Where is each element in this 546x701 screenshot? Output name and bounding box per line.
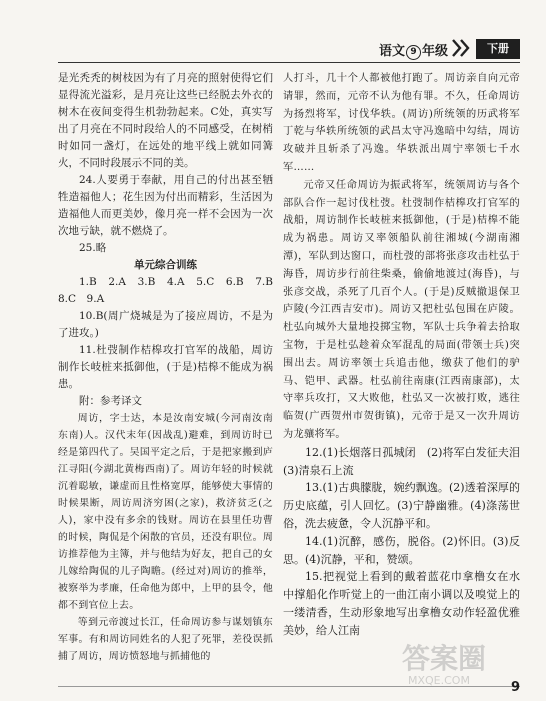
paragraph: 周访，字士达，本是汝南安城(今河南汝南东南)人。汉代末年(因战乱)避难，到周访时已经是第四代了。吴国平定之后，于是把家搬到庐江寻阳(今湖北黄梅西南)了。周访年轻的时候就沉着聪敏，谦虚而且性格宽厚，能够使大事情的时候果断，周访周济穷困(之家)，救济贫乏(之人)，家中没有多余的钱财。周访在县里任功曹的时候，陶侃是个闲散的官员，还没有职位。周访推荐他为主簿，并与他结为好友，把自己的女儿嫁给陶侃的儿子陶瞻。(经过对)周访的推举，被察举为孝廉，任命他为郎中，上甲的县令，他都不到官位上去。	[58, 413, 273, 611]
header-subject	[379, 40, 448, 60]
svg-text:MXQE.COM: MXQE.COM	[408, 674, 470, 687]
paragraph: 11.杜弢制作桔槔攻打官军的战船，周访制作长岐桩来抵御他，(于是)桔槔不能成为祸患。	[58, 344, 273, 390]
right-column	[283, 70, 531, 640]
paragraph: 10.B(周广烧城是为了接应周访，不是为了进攻。)	[58, 310, 273, 339]
paragraph: 是光秃秃的树枝因为有了月亮的照射使得它们显得流光溢彩，是月亮让这些已经脱去外衣的树木在夜间变得生机勃勃起来。C处，真实写出了月亮在不同时段给人的不同感受，在树梢时如同一盏灯，在远处的地平线上就如同篝火，不同时段展示不同的美。	[58, 72, 273, 169]
paragraph: 24.人要勇于奉献，用自己的付出甚至牺牲造福他人；花生因为付出而精彩，生活因为造福他人而更美妙，像月亮一样不会因为一次次地亏缺，就不燃烧了。	[58, 174, 273, 237]
paragraph: 14.(1)沉醉，感伤，脱俗。(2)怀旧。(3)反思。(4)沉静，平和，赞颂。	[283, 534, 520, 566]
watermark-text: 答案圈	[402, 642, 487, 675]
paragraph: 附：参考译文	[79, 395, 142, 407]
left-column	[58, 70, 284, 665]
paragraph: 人打斗，几十个人都被他打跑了。周访亲自向元帝请罪，然而，元帝不认为他有罪。不久，任命周访为扬烈将军，讨伐华轶。(周访)所统领的历武将军丁乾与华轶所统领的武昌太守冯逸暗中勾结，周访攻破并且斩杀了冯逸。华轶派出周宁率领七千水军……	[283, 73, 520, 173]
double-chevron-icon	[450, 38, 472, 58]
header-subject-suffix: 年级	[421, 44, 448, 59]
paragraph: 1.B 2.A 3.B 4.A 5.C 6.B 7.B 8.C 9.A	[58, 276, 284, 305]
paragraph: 元帝又任命周访为振武将军，统领周访与各个部队合作一起讨伐杜弢。杜弢制作桔槔攻打官军的战船，周访制作长岐桩来抵御他，(于是)桔槔不能成为祸患。周访又率领船队前往湘城(今湖南湘潭)，军队到达窗口，而杜弢的部将张彦攻击杜弘于海昏，周访步行前往柴桑，偷偷地渡过(海昏)，与张彦交战，杀死了几百个人。(于是)反贼撤退保卫庐陵(今江西吉安市)。周访又把杜弘包围在庐陵。杜弘向城外大量地投掷宝物，军队士兵争着去拾取宝物，于是杜弘趁着众军混乱的局面(带领士兵)突围出去。周访率领士兵追击他，缴获了他们的驴马、铠甲、武器。杜弘前往南康(江西南康部)，太守率兵攻打，又大败他，杜弘又一次被打败，逃往临贺(广西贺州市贺街镇)，元帝于是又一次升周访为龙骧将军。	[283, 179, 520, 440]
grade-circle: 9	[406, 45, 421, 60]
paragraph: 15.把视觉上看到的戴着蓝花巾拿橹女在水中撑船化作听觉上的一曲江南小调以及嗅觉上的一缕清香，生动形象地写出拿橹女动作轻盈优雅美妙，给人江南	[283, 570, 520, 637]
header-volume: 下册	[476, 39, 520, 59]
section-title: 单元综合训练	[134, 259, 197, 271]
paragraph: 等到元帝渡过长江，任命周访参与谋划镇东军事。有和周访同姓名的人犯了死罪，差役误抓捕了周访，周访愤怒地与抓捕他的	[58, 617, 273, 662]
page-number: 9	[510, 680, 520, 695]
watermark-logo	[400, 628, 520, 688]
page-header	[58, 36, 520, 63]
paragraph: 13.(1)古典朦胧，婉约飘逸。(2)透着深厚的历史底蕴，引人回忆。(3)宁静幽雅。(4)涤荡世俗，洗去疲惫，令人沉静平和。	[283, 481, 520, 530]
header-subject-prefix: 语文	[378, 44, 405, 59]
paragraph: 12.(1)长烟落日孤城闭 (2)将军白发征夫泪 (3)清泉石上流	[283, 445, 531, 477]
paragraph: 25.略	[79, 242, 107, 254]
